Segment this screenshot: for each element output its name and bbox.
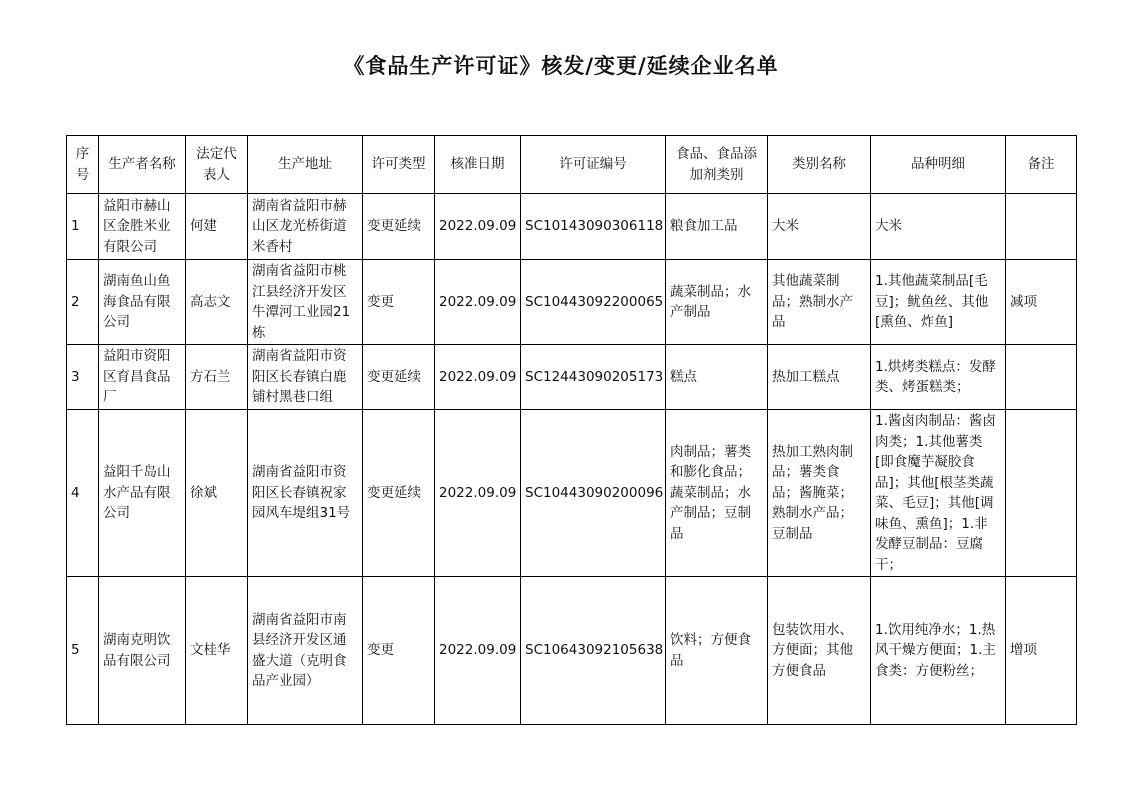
cell-seq: 2 <box>67 260 99 345</box>
cell-food-category: 糕点 <box>666 345 768 410</box>
cell-permit-type: 变更 <box>363 577 435 725</box>
cell-address: 湖南省益阳市南县经济开发区通盛大道（克明食品产业园） <box>248 577 363 725</box>
cell-variety: 1.其他蔬菜制品[毛豆]；鱿鱼丝、其他[熏鱼、炸鱼] <box>871 260 1006 345</box>
cell-remark: 增项 <box>1006 577 1077 725</box>
cell-variety: 1.烘烤类糕点：发酵类、烤蛋糕类； <box>871 345 1006 410</box>
table-row <box>67 577 1077 725</box>
cell-class-name: 热加工糕点 <box>768 345 871 410</box>
cell-date: 2022.09.09 <box>435 260 521 345</box>
cell-variety: 1.饮用纯净水；1.热风干燥方便面；1.主食类：方便粉丝； <box>871 577 1006 725</box>
cell-date: 2022.09.09 <box>435 345 521 410</box>
cell-legal-rep: 方石兰 <box>186 345 248 410</box>
cell-food-category: 饮料；方便食品 <box>666 577 768 725</box>
header-class-name: 类别名称 <box>768 136 871 194</box>
cell-producer: 益阳市资阳区育昌食品厂 <box>99 345 186 410</box>
cell-variety: 大米 <box>871 194 1006 260</box>
cell-remark <box>1006 345 1077 410</box>
cell-food-category: 蔬菜制品；水产制品 <box>666 260 768 345</box>
cell-date: 2022.09.09 <box>435 410 521 577</box>
cell-date: 2022.09.09 <box>435 194 521 260</box>
header-legal-rep: 法定代表人 <box>186 136 248 194</box>
table-row <box>67 345 1077 410</box>
cell-license-no: SC10143090306118 <box>521 194 666 260</box>
header-permit-type: 许可类型 <box>363 136 435 194</box>
cell-legal-rep: 文桂华 <box>186 577 248 725</box>
cell-permit-type: 变更 <box>363 260 435 345</box>
cell-class-name: 其他蔬菜制品；熟制水产品 <box>768 260 871 345</box>
table-row <box>67 410 1077 577</box>
cell-address: 湖南省益阳市桃江县经济开发区牛潭河工业园21栋 <box>248 260 363 345</box>
header-date: 核准日期 <box>435 136 521 194</box>
cell-seq: 4 <box>67 410 99 577</box>
table-row <box>67 194 1077 260</box>
cell-class-name: 包装饮用水、方便面；其他方便食品 <box>768 577 871 725</box>
cell-permit-type: 变更延续 <box>363 194 435 260</box>
header-address: 生产地址 <box>248 136 363 194</box>
cell-license-no: SC10443090200096 <box>521 410 666 577</box>
cell-food-category: 粮食加工品 <box>666 194 768 260</box>
table-row <box>67 260 1077 345</box>
cell-license-no: SC10643092105638 <box>521 577 666 725</box>
cell-remark <box>1006 410 1077 577</box>
cell-permit-type: 变更延续 <box>363 345 435 410</box>
cell-producer: 益阳千岛山水产品有限公司 <box>99 410 186 577</box>
cell-class-name: 热加工熟肉制品；薯类食品；酱腌菜；熟制水产品；豆制品 <box>768 410 871 577</box>
cell-address: 湖南省益阳市赫山区龙光桥街道米香村 <box>248 194 363 260</box>
cell-seq: 1 <box>67 194 99 260</box>
cell-permit-type: 变更延续 <box>363 410 435 577</box>
header-seq: 序号 <box>67 136 99 194</box>
cell-producer: 湖南克明饮品有限公司 <box>99 577 186 725</box>
header-license-no: 许可证编号 <box>521 136 666 194</box>
cell-food-category: 肉制品；薯类和膨化食品；蔬菜制品；水产制品；豆制品 <box>666 410 768 577</box>
cell-producer: 湖南鱼山鱼海食品有限公司 <box>99 260 186 345</box>
cell-producer: 益阳市赫山区金胜米业有限公司 <box>99 194 186 260</box>
header-variety: 品种明细 <box>871 136 1006 194</box>
cell-address: 湖南省益阳市资阳区长春镇白鹿铺村黑巷口组 <box>248 345 363 410</box>
cell-address: 湖南省益阳市资阳区长春镇祝家园风车堤组31号 <box>248 410 363 577</box>
header-food-category: 食品、食品添加剂类别 <box>666 136 768 194</box>
cell-variety: 1.酱卤肉制品：酱卤肉类；1.其他薯类[即食魔芋凝胶食品]；其他[根茎类蔬菜、毛豆]；其他[调味鱼、熏鱼]；1.非发酵豆制品：豆腐干； <box>871 410 1006 577</box>
cell-license-no: SC12443090205173 <box>521 345 666 410</box>
cell-legal-rep: 高志文 <box>186 260 248 345</box>
header-producer: 生产者名称 <box>99 136 186 194</box>
cell-seq: 5 <box>67 577 99 725</box>
cell-legal-rep: 徐斌 <box>186 410 248 577</box>
cell-legal-rep: 何建 <box>186 194 248 260</box>
cell-seq: 3 <box>67 345 99 410</box>
cell-date: 2022.09.09 <box>435 577 521 725</box>
page-title: 《食品生产许可证》核发/变更/延续企业名单 <box>343 54 779 78</box>
permit-table <box>66 135 1077 725</box>
cell-remark <box>1006 194 1077 260</box>
cell-class-name: 大米 <box>768 194 871 260</box>
table-header-row <box>67 136 1077 194</box>
cell-license-no: SC10443092200065 <box>521 260 666 345</box>
header-remark: 备注 <box>1006 136 1077 194</box>
cell-remark: 减项 <box>1006 260 1077 345</box>
